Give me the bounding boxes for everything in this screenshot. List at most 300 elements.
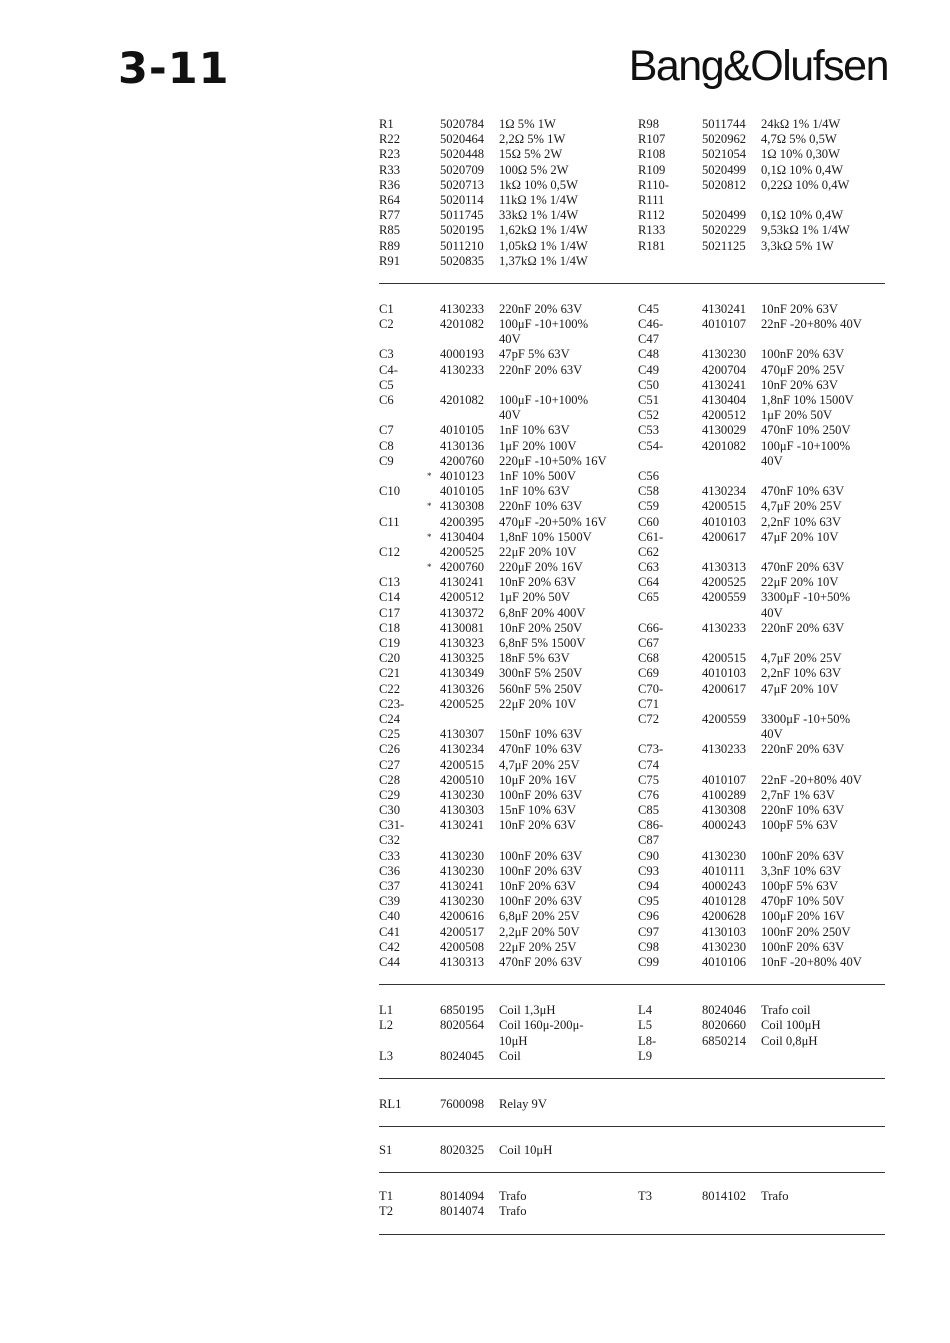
part-description: Relay 9V	[499, 1096, 547, 1111]
part-description: 1Ω 10% 0,30W	[761, 147, 840, 162]
part-ref: C2	[379, 317, 394, 332]
parts-section	[379, 1078, 885, 1126]
part-description: 1Ω 5% 1W	[499, 117, 556, 131]
part-ref: C67	[638, 636, 659, 650]
part-ref: C59	[638, 499, 659, 514]
part-part-number: 4130136	[440, 438, 485, 453]
part-part-number: 4000193	[440, 347, 485, 362]
part-part-number: 4130241	[440, 575, 485, 590]
part-part-number: 5020812	[702, 177, 747, 192]
part-ref: C13	[379, 575, 400, 590]
part-ref: R91	[379, 253, 400, 268]
part-row	[379, 940, 885, 955]
part-description: 6,8nF 20% 400V	[499, 605, 586, 620]
part-description: 22μF 20% 10V	[761, 575, 839, 590]
part-row	[379, 925, 885, 940]
part-ref: C47	[638, 332, 659, 347]
part-description: Trafo	[499, 1204, 527, 1219]
part-ref: C32	[379, 833, 400, 848]
part-part-number: 5020195	[440, 223, 485, 238]
part-row	[379, 742, 885, 757]
part-description: 3300μF -10+50%	[761, 711, 851, 726]
part-part-number: 5020114	[440, 192, 484, 207]
part-description: 4,7μF 20% 25V	[761, 499, 842, 514]
part-description: 4,7μF 20% 25V	[761, 651, 842, 666]
part-ref: C71	[638, 696, 659, 711]
part-row	[379, 909, 885, 924]
part-part-number: 4130233	[440, 301, 485, 316]
part-part-number: 4010128	[702, 894, 747, 909]
parts-section	[379, 1126, 885, 1172]
part-row	[379, 682, 885, 697]
part-row	[379, 439, 885, 454]
part-part-number: 4130323	[440, 636, 485, 650]
part-ref: C8	[379, 438, 394, 453]
part-description: 1,8nF 10% 1500V	[761, 393, 854, 407]
part-description: 3300μF -10+50%	[761, 590, 851, 605]
part-part-number: 4200512	[702, 408, 747, 423]
part-description: 470nF 20% 63V	[499, 954, 583, 969]
part-part-number: 4130241	[440, 879, 485, 893]
part-ref: C53	[638, 423, 659, 438]
part-row	[379, 575, 885, 590]
part-ref: C37	[379, 879, 400, 893]
part-row	[379, 545, 885, 560]
part-part-number: 4130230	[440, 863, 485, 878]
part-ref: C30	[379, 803, 400, 818]
part-ref: C70-	[638, 681, 664, 696]
part-ref: R77	[379, 208, 400, 223]
part-ref: T1	[379, 1189, 393, 1204]
part-row	[379, 955, 885, 970]
part-ref: R181	[638, 238, 666, 253]
part-description: 100Ω 5% 2W	[499, 162, 569, 177]
part-ref: L5	[638, 1018, 652, 1033]
part-row	[379, 590, 885, 605]
part-description: 10nF -20+80% 40V	[761, 954, 862, 969]
part-row	[379, 378, 885, 393]
part-row	[379, 606, 885, 621]
part-description: Coil 160μ-200μ-	[499, 1018, 584, 1033]
part-ref: C18	[379, 620, 400, 635]
part-part-number: 5020713	[440, 177, 485, 192]
part-ref: C12	[379, 544, 400, 559]
part-row	[379, 818, 885, 833]
part-part-number: 4010103	[702, 514, 747, 529]
part-ref: C17	[379, 605, 400, 620]
parts-section	[379, 283, 885, 984]
part-ref: C72	[638, 711, 659, 726]
part-description: 10nF 20% 63V	[761, 301, 838, 316]
part-ref: C74	[638, 757, 659, 772]
part-part-number: 4200617	[702, 681, 747, 696]
part-description: Coil 0,8μH	[761, 1033, 818, 1048]
part-description: 10μH	[499, 1033, 528, 1048]
part-row	[379, 1003, 885, 1018]
part-ref: C20	[379, 651, 400, 666]
part-description: 100pF 5% 63V	[761, 818, 838, 833]
part-ref: R112	[638, 208, 665, 223]
part-description: 6,8nF 5% 1500V	[499, 636, 586, 650]
part-part-number: 4200525	[702, 575, 747, 590]
part-part-number: 4200508	[440, 939, 485, 954]
part-part-number: 4130308	[440, 499, 485, 514]
part-ref: R23	[379, 147, 400, 162]
part-part-number: 8020564	[440, 1018, 485, 1033]
part-part-number: 8024045	[440, 1048, 485, 1063]
part-part-number: 5020709	[440, 162, 485, 177]
part-description: Coil 100μH	[761, 1018, 821, 1033]
part-row	[379, 347, 885, 362]
part-ref: RL1	[379, 1096, 402, 1111]
part-ref: C52	[638, 408, 659, 423]
part-ref: C69	[638, 666, 659, 681]
part-description: 1,05kΩ 1% 1/4W	[499, 238, 588, 253]
part-ref: C42	[379, 939, 400, 954]
part-ref: C58	[638, 484, 659, 499]
part-description: 100nF 20% 63V	[499, 863, 583, 878]
part-description: 0,22Ω 10% 0,4W	[761, 177, 850, 192]
part-part-number: 4200760	[440, 453, 485, 468]
part-ref: C85	[638, 803, 659, 818]
part-part-number: 4200515	[702, 499, 747, 514]
part-row	[379, 223, 885, 238]
part-part-number: 4130234	[702, 484, 747, 499]
part-ref: C28	[379, 772, 400, 787]
part-description: 10nF 20% 63V	[761, 377, 838, 392]
part-ref: L4	[638, 1003, 652, 1018]
part-row	[379, 560, 885, 575]
part-ref: C62	[638, 544, 659, 559]
part-row	[379, 163, 885, 178]
part-ref: C26	[379, 742, 400, 757]
part-ref: C36	[379, 863, 400, 878]
part-part-number: 4130325	[440, 651, 485, 666]
part-part-number: 4201082	[702, 438, 747, 453]
part-row	[379, 636, 885, 651]
part-description: 1kΩ 10% 0,5W	[499, 177, 578, 192]
part-part-number: 4130313	[440, 954, 485, 969]
part-part-number: 5020499	[702, 208, 747, 223]
part-row	[379, 193, 885, 208]
part-ref: C19	[379, 636, 400, 650]
part-description: 470μF 20% 25V	[761, 362, 845, 377]
part-ref: C60	[638, 514, 659, 529]
part-description: 40V	[761, 727, 783, 742]
part-ref: C1	[379, 301, 394, 316]
part-row	[379, 666, 885, 681]
part-ref: C56	[638, 468, 659, 483]
part-part-number: 4201082	[440, 393, 485, 407]
parts-section	[379, 984, 885, 1078]
part-description: 220μF 20% 16V	[499, 560, 583, 575]
part-row	[379, 254, 885, 269]
part-row	[379, 864, 885, 879]
part-ref: R107	[638, 132, 666, 147]
part-part-number: 4130307	[440, 727, 485, 742]
part-part-number: 4130230	[440, 787, 485, 802]
part-description: 10nF 20% 250V	[499, 620, 583, 635]
part-description: 10nF 20% 63V	[499, 818, 576, 833]
part-row	[379, 1049, 885, 1064]
part-row	[379, 1189, 885, 1204]
part-description: 33kΩ 1% 1/4W	[499, 208, 579, 223]
part-row	[379, 803, 885, 818]
part-part-number: 5020464	[440, 132, 485, 147]
part-part-number: 4200395	[440, 514, 485, 529]
part-part-number: 6850214	[702, 1033, 747, 1048]
part-description: 220nF 10% 63V	[499, 499, 583, 514]
part-part-number: 5011745	[440, 208, 484, 223]
part-ref: C68	[638, 651, 659, 666]
part-row	[379, 178, 885, 193]
part-row	[379, 469, 885, 484]
part-description: 1μF 20% 100V	[499, 438, 577, 453]
part-description: 2,2Ω 5% 1W	[499, 132, 566, 147]
part-part-number: 8014094	[440, 1189, 485, 1204]
part-ref: C75	[638, 772, 659, 787]
part-description: 0,1Ω 10% 0,4W	[761, 208, 844, 223]
part-part-number: 8020660	[702, 1018, 747, 1033]
part-description: 40V	[761, 605, 783, 620]
part-row	[379, 393, 885, 408]
part-ref: R85	[379, 223, 400, 238]
part-ref: C44	[379, 954, 400, 969]
part-ref: L2	[379, 1018, 393, 1033]
part-row	[379, 788, 885, 803]
part-description: 2,7nF 1% 63V	[761, 787, 835, 802]
part-row	[379, 1204, 885, 1219]
part-row	[379, 499, 885, 514]
part-part-number: 5020835	[440, 253, 485, 268]
part-ref: C51	[638, 393, 659, 407]
part-description: 47μF 20% 10V	[761, 681, 839, 696]
part-part-number: 8024046	[702, 1003, 747, 1018]
part-part-number: 4200512	[440, 590, 485, 605]
part-part-number: 4010111	[702, 863, 746, 878]
parts-section	[379, 1172, 885, 1234]
part-row	[379, 317, 885, 332]
part-ref: R64	[379, 192, 400, 207]
part-ref: C14	[379, 590, 400, 605]
part-description: 1nF 10% 63V	[499, 484, 570, 499]
part-row	[379, 302, 885, 317]
part-part-number: 6850195	[440, 1003, 485, 1018]
part-part-number: 4130233	[440, 362, 485, 377]
part-ref: C73-	[638, 742, 664, 757]
part-ref: R22	[379, 132, 400, 147]
part-part-number: 4130404	[440, 529, 485, 544]
part-ref: S1	[379, 1143, 393, 1158]
part-ref: L3	[379, 1048, 393, 1063]
part-part-number: 4200515	[702, 651, 747, 666]
part-description: 100nF 20% 63V	[761, 939, 845, 954]
part-part-number: 7600098	[440, 1096, 485, 1111]
part-ref: R111	[638, 192, 665, 207]
part-description: Coil 1,3μH	[499, 1003, 556, 1018]
part-description: 470nF 20% 63V	[761, 560, 845, 575]
part-part-number: 4010107	[702, 317, 747, 332]
part-part-number: 4130081	[440, 620, 485, 635]
part-ref: C54-	[638, 438, 664, 453]
part-ref: R36	[379, 177, 400, 192]
part-ref: C33	[379, 848, 400, 863]
part-description: 15Ω 5% 2W	[499, 147, 563, 162]
part-row	[379, 651, 885, 666]
part-part-number: 4200704	[702, 362, 747, 377]
part-description: 22μF 20% 25V	[499, 939, 577, 954]
part-part-number: 4130326	[440, 681, 485, 696]
part-description: 40V	[499, 408, 521, 423]
asterisk-mark: *	[427, 531, 432, 542]
part-description: 100μF -10+100%	[499, 317, 589, 332]
part-description: 4,7Ω 5% 0,5W	[761, 132, 837, 147]
part-description: 3,3nF 10% 63V	[761, 863, 842, 878]
part-row	[379, 484, 885, 499]
part-part-number: 4200510	[440, 772, 485, 787]
part-ref: T3	[638, 1189, 652, 1204]
part-row	[379, 1143, 885, 1158]
part-description: 22nF -20+80% 40V	[761, 317, 862, 332]
part-description: 22μF 20% 10V	[499, 696, 577, 711]
part-ref: C46-	[638, 317, 664, 332]
part-ref: C10	[379, 484, 400, 499]
part-row	[379, 894, 885, 909]
part-row	[379, 773, 885, 788]
part-part-number: 4130230	[702, 848, 747, 863]
part-row	[379, 530, 885, 545]
part-ref: L1	[379, 1003, 393, 1018]
part-row	[379, 621, 885, 636]
part-ref: C31-	[379, 818, 405, 833]
part-description: 220nF 20% 63V	[499, 301, 583, 316]
part-part-number: 4010123	[440, 468, 485, 483]
part-ref: C61-	[638, 529, 664, 544]
part-ref: C86-	[638, 818, 664, 833]
part-description: Trafo	[499, 1189, 527, 1204]
part-part-number: 4130230	[440, 894, 485, 909]
part-row	[379, 879, 885, 894]
part-part-number: 5020448	[440, 147, 485, 162]
part-ref: C6	[379, 393, 394, 407]
part-description: 40V	[499, 332, 521, 347]
part-part-number: 4130349	[440, 666, 485, 681]
part-row	[379, 712, 885, 727]
part-part-number: 8020325	[440, 1143, 485, 1158]
brand-logo: Bang&Olufsen	[628, 42, 888, 90]
part-ref: R133	[638, 223, 666, 238]
part-row	[379, 147, 885, 162]
part-ref: C98	[638, 939, 659, 954]
part-ref: C63	[638, 560, 659, 575]
part-description: 100nF 20% 63V	[761, 848, 845, 863]
part-part-number: 4100289	[702, 787, 747, 802]
part-description: 47pF 5% 63V	[499, 347, 570, 362]
part-part-number: 4200517	[440, 924, 485, 939]
page-number: 3-11	[118, 44, 230, 94]
part-row	[379, 423, 885, 438]
part-ref: C21	[379, 666, 400, 681]
part-description: 0,1Ω 10% 0,4W	[761, 162, 844, 177]
part-description: 220nF 10% 63V	[761, 803, 845, 818]
part-ref: R98	[638, 117, 659, 131]
part-description: 100μF -10+100%	[761, 438, 851, 453]
part-ref: C96	[638, 909, 659, 924]
part-description: 100nF 20% 63V	[499, 787, 583, 802]
part-part-number: 5011210	[440, 238, 484, 253]
part-part-number: 4130029	[702, 423, 747, 438]
part-ref: C66-	[638, 620, 664, 635]
part-part-number: 4130234	[440, 742, 485, 757]
part-description: 2,2μF 20% 50V	[499, 924, 580, 939]
part-description: Trafo	[761, 1189, 789, 1204]
part-part-number: 4010105	[440, 423, 485, 438]
part-part-number: 4130313	[702, 560, 747, 575]
part-row	[379, 1097, 885, 1112]
part-part-number: 5021054	[702, 147, 747, 162]
part-ref: C41	[379, 924, 400, 939]
part-ref: C49	[638, 362, 659, 377]
part-ref: C23-	[379, 696, 405, 711]
part-description: Trafo coil	[761, 1003, 811, 1018]
part-row	[379, 833, 885, 848]
part-ref: L8-	[638, 1033, 657, 1048]
part-part-number: 4130230	[702, 347, 747, 362]
part-ref: C48	[638, 347, 659, 362]
part-description: 100nF 20% 63V	[761, 347, 845, 362]
part-description: 470nF 10% 63V	[761, 484, 845, 499]
part-part-number: 4200525	[440, 544, 485, 559]
part-description: 150nF 10% 63V	[499, 727, 583, 742]
part-description: 22nF -20+80% 40V	[761, 772, 862, 787]
part-part-number: 4010103	[702, 666, 747, 681]
asterisk-mark: *	[427, 501, 432, 512]
part-description: 2,2nF 10% 63V	[761, 666, 842, 681]
part-description: 100nF 20% 250V	[761, 924, 851, 939]
part-row	[379, 332, 885, 347]
part-part-number: 4200559	[702, 590, 747, 605]
part-description: 3,3kΩ 5% 1W	[761, 238, 834, 253]
part-description: 470nF 10% 250V	[761, 423, 851, 438]
part-ref: C25	[379, 727, 400, 742]
part-description: 300nF 5% 250V	[499, 666, 583, 681]
part-ref: C94	[638, 879, 659, 893]
part-ref: C64	[638, 575, 659, 590]
part-part-number: 4130103	[702, 924, 747, 939]
part-part-number: 4200760	[440, 560, 485, 575]
part-description: 24kΩ 1% 1/4W	[761, 117, 841, 131]
part-description: 15nF 10% 63V	[499, 803, 576, 818]
part-ref: T2	[379, 1204, 393, 1219]
part-ref: C5	[379, 377, 394, 392]
part-ref: R1	[379, 117, 394, 131]
part-ref: C3	[379, 347, 394, 362]
part-description: 1,8nF 10% 1500V	[499, 529, 592, 544]
parts-section	[379, 117, 885, 283]
part-ref: C76	[638, 787, 659, 802]
part-ref: C27	[379, 757, 400, 772]
part-row	[379, 1018, 885, 1033]
part-description: 2,2nF 10% 63V	[761, 514, 842, 529]
part-part-number: 4201082	[440, 317, 485, 332]
part-part-number: 4200559	[702, 711, 747, 726]
part-row	[379, 758, 885, 773]
part-row	[379, 697, 885, 712]
part-ref: R109	[638, 162, 666, 177]
part-part-number: 4130404	[702, 393, 747, 407]
part-ref: C39	[379, 894, 400, 909]
part-description: 47μF 20% 10V	[761, 529, 839, 544]
